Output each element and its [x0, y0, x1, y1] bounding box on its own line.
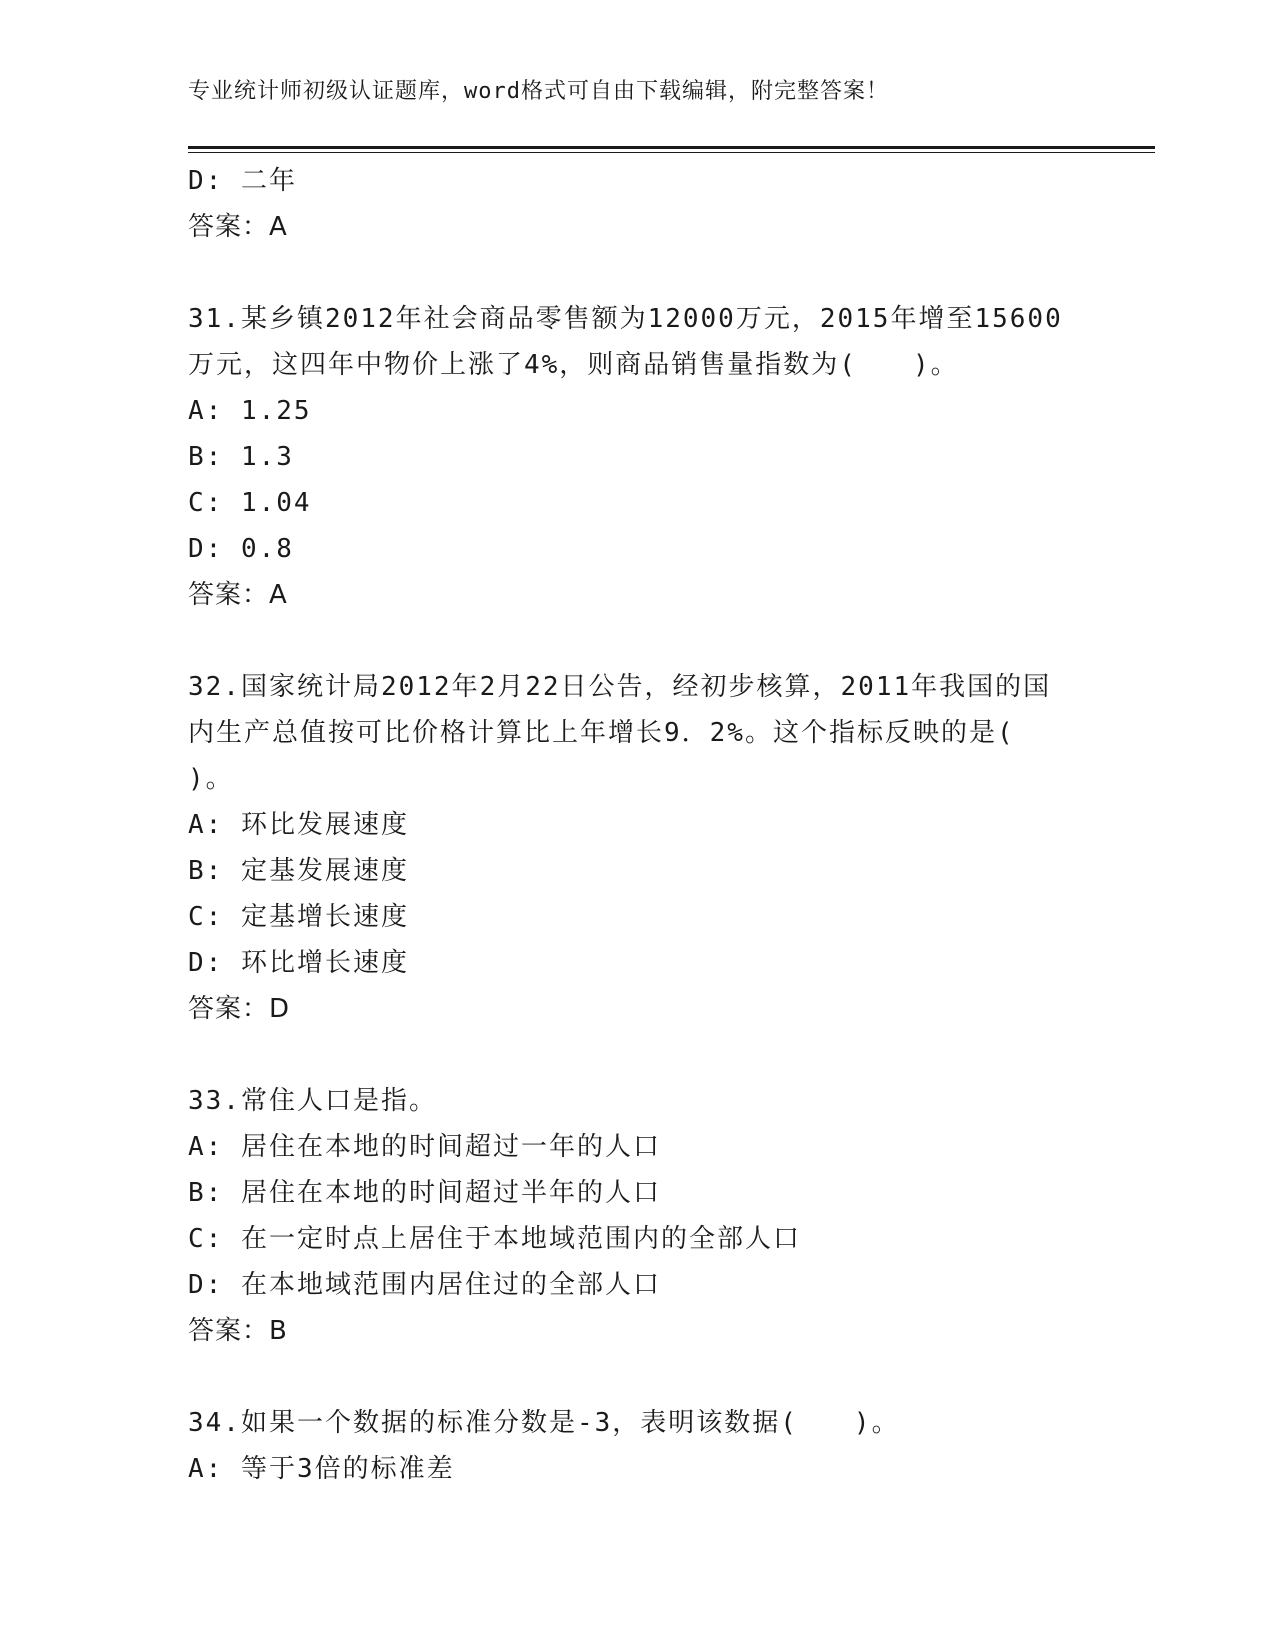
question-stem: 内生产总值按可比价格计算比上年增长9．2%。这个指标反映的是(: [188, 718, 1015, 748]
question-stem: 33.常住人口是指。: [188, 1086, 437, 1116]
option-b: B: 定基发展速度: [188, 856, 409, 886]
option-d: D: 环比增长速度: [188, 948, 409, 978]
option-a: A: 1.25: [188, 396, 312, 426]
answer-line: 答案：A: [188, 212, 288, 242]
option-d: D: 0.8: [188, 534, 294, 564]
question-stem: 32.国家统计局2012年2月22日公告，经初步核算，2011年我国的国: [188, 672, 1052, 702]
option-b: B: 1.3: [188, 442, 294, 472]
option-d: D: 二年: [188, 166, 297, 196]
option-a: A: 环比发展速度: [188, 810, 409, 840]
document-body: [188, 158, 1088, 1492]
option-a: A: 等于3倍的标准差: [188, 1454, 455, 1484]
question-stem: )。: [188, 764, 234, 794]
option-a: A: 居住在本地的时间超过一年的人口: [188, 1132, 661, 1162]
answer-line: 答案：B: [188, 1316, 288, 1346]
option-b: B: 居住在本地的时间超过半年的人口: [188, 1178, 661, 1208]
answer-line: 答案：A: [188, 580, 288, 610]
option-c: C: 定基增长速度: [188, 902, 409, 932]
header-rule-thin: [188, 152, 1155, 153]
question-stem: 万元，这四年中物价上涨了4%，则商品销售量指数为( )。: [188, 350, 959, 380]
option-d: D: 在本地域范围内居住过的全部人口: [188, 1270, 661, 1300]
question-33: [188, 1078, 1088, 1354]
question-34: [188, 1400, 1088, 1492]
header-rule-thick: [188, 146, 1155, 149]
option-c: C: 1.04: [188, 488, 312, 518]
question-stem: 34.如果一个数据的标准分数是-3，表明该数据( )。: [188, 1408, 900, 1438]
question-32: [188, 664, 1088, 1032]
question-stem: 31.某乡镇2012年社会商品零售额为12000万元，2015年增至15600: [188, 304, 1063, 334]
question-31: [188, 296, 1088, 618]
page-header: 专业统计师初级认证题库，word格式可自由下载编辑，附完整答案！: [188, 79, 889, 104]
answer-line: 答案：D: [188, 994, 291, 1024]
option-c: C: 在一定时点上居住于本地域范围内的全部人口: [188, 1224, 801, 1254]
